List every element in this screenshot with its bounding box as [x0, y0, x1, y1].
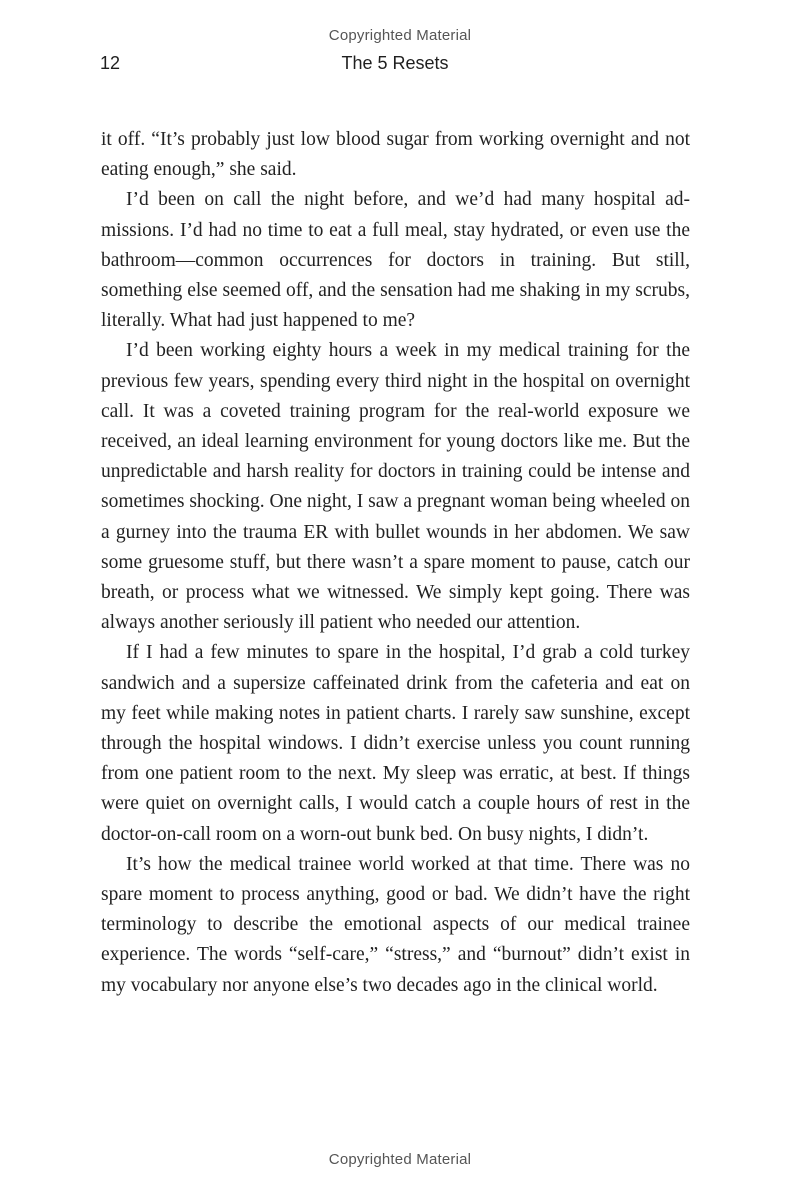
paragraph: it off. “It’s probably just low blood sugar from working overnight and not eating enough,” she said. [101, 129, 690, 181]
running-header [100, 53, 690, 77]
body-text [101, 125, 690, 1001]
paragraph: I’d been on call the night before, and we’d had many hospital admissions. I’d had no time to eat a full meal, stay hydrated, or even use the bathroom—common occurrences for doctors in training. But still, something else seemed off, and the sensation had me shaking in my scrubs, literally. What had just happened to me? [101, 189, 690, 332]
paragraph: I’d been working eighty hours a week in my medical training for the previous few years, spending every third night in the hospital on overnight call. It was a coveted training program for the real-world exposure we received, an ideal learning environment for young doctors like me. But the unpredictable and harsh reality for doctors in training could be intense and sometimes shocking. One night, I saw a pregnant woman being wheeled on a gurney into the trauma ER with bullet wounds in her abdomen. We saw some gruesome stuff, but there wasn’t a spare moment to pause, catch our breath, or process what we witnessed. We simply kept going. There was always another seriously ill patient who needed our attention. [101, 340, 690, 634]
page-number: 12 [100, 53, 121, 73]
paragraph: It’s how the medical trainee world worked at that time. There was no spare moment to process anything, good or bad. We didn’t have the right terminology to describe the emotional aspects of our medical trainee experience. The words “self-care,” “stress,” and “burnout” didn’t exist in my vocabulary nor anyone else’s two decades ago in the clinical world. [101, 853, 690, 996]
paragraph: If I had a few minutes to spare in the hospital, I’d grab a cold turkey sandwich and a supersize caffeinated drink from the cafeteria and eat on my feet while making notes in patient charts. I rarely saw sunshine, except through the hospital windows. I didn’t exercise unless you count running from one patient room to the next. My sleep was erratic, at best. If things were quiet on overnight calls, I would catch a couple hours of rest in the doctor-on-call room on a worn-out bunk bed. On busy nights, I didn’t. [101, 642, 690, 845]
book-title: The 5 Resets [341, 53, 449, 73]
copyright-watermark-bottom: Copyrighted Material [328, 1151, 472, 1168]
copyright-watermark-top: Copyrighted Material [328, 27, 472, 44]
